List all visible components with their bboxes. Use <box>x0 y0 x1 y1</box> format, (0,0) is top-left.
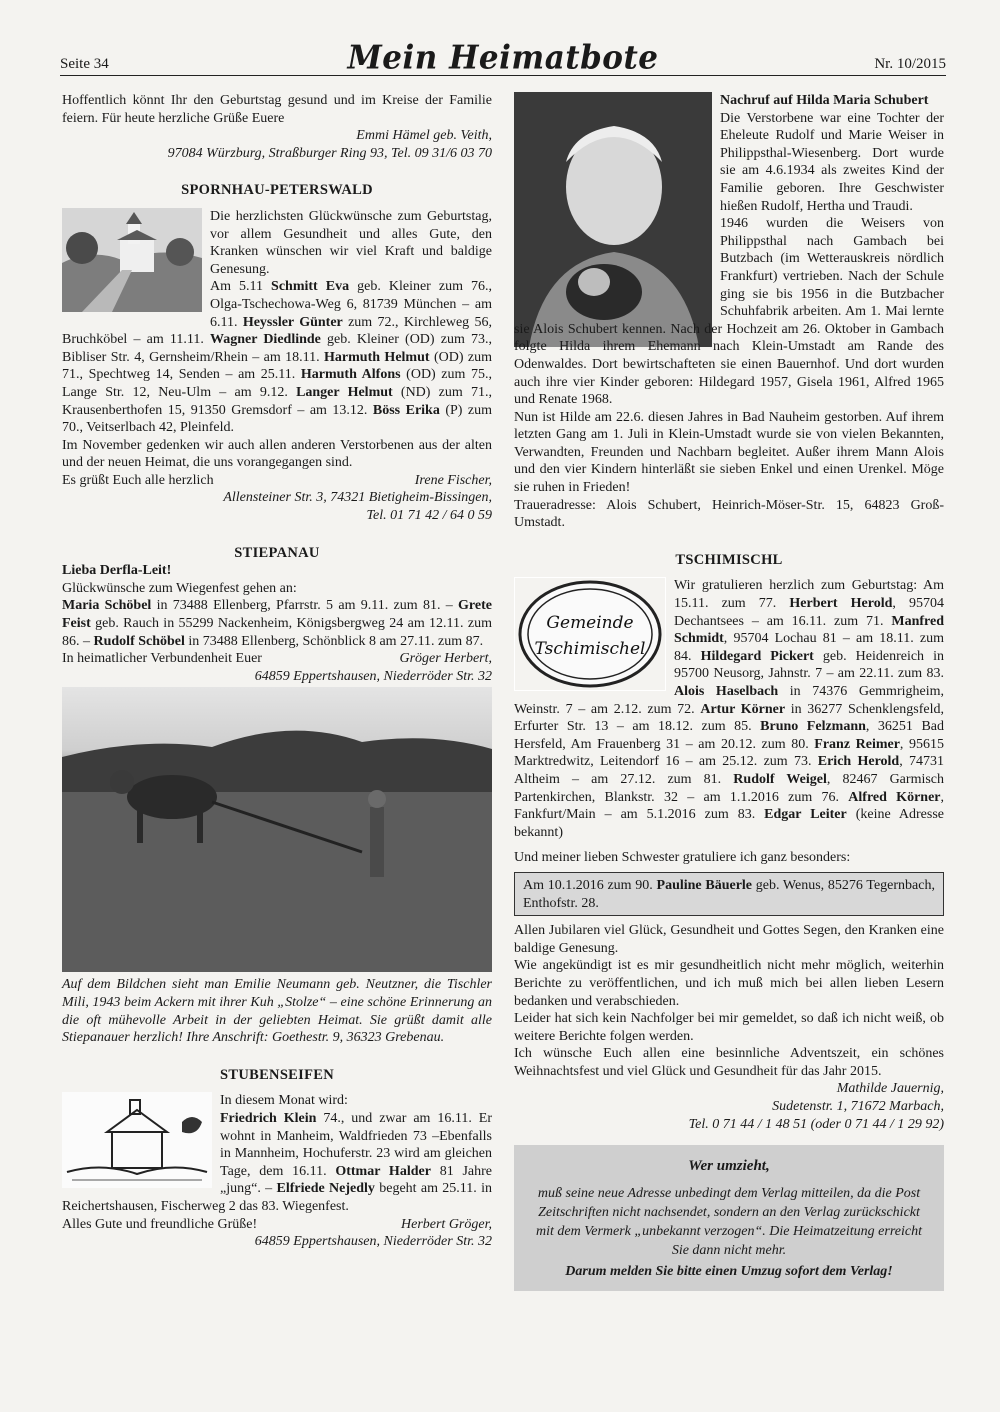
stiepanau-birthdays: Maria Schöbel in 73488 Ellenberg, Pfarrstr. 5 am 9.11. zum 81. – Grete Feist geb. Rauch in 55299 Nackenheim, Königsbergweg 24 am 12.11. zum 86. – Rudolf Schöbel in 73488 Ellenberg, Schönblick 8 am 27.11. zum 87. <box>62 598 492 649</box>
tschimischl-wishes: Allen Jubilaren viel Glück, Gesundheit und Gottes Segen, den Kranken eine baldige Genesung. <box>514 923 944 956</box>
person-name: Alfred Körner <box>848 789 941 805</box>
section-title-stiepanau: STIEPANAU <box>234 544 320 561</box>
intro-signature-name: Emmi Hämel geb. Veith, <box>356 128 492 144</box>
person-name: Erich Herold <box>817 754 900 770</box>
stamp-text-1: Gemeinde <box>546 613 634 634</box>
stiepanau-sign-line: In heimatlicher Verbundenheit Euer Gröger Herbert, <box>62 651 492 667</box>
stubenseifen-intro: In diesem Monat wird: <box>220 1093 348 1109</box>
chapel-sketch <box>62 1092 212 1188</box>
tschimischl-address: Sudetenstr. 1, 71672 Marbach, <box>772 1099 944 1115</box>
stubenseifen-sign-line: Alles Gute und freundliche Grüße! Herbert Gröger, <box>62 1216 492 1232</box>
intro-text: Hoffentlich könnt Ihr den Geburtstag gesund und im Kreise der Familie feiern. Für heute herzliche Grüße Euere <box>62 93 492 126</box>
stubenseifen-birthdays: Friedrich Klein 74., und zwar am 16.11. Er wohnt in Manheim, Waldfrieden 73 –Ebenfalls in Mannheim, Hochuferstr. 23 wird am gleichen Tage, dem 16.11. Ottmar Halder 81 Jahre „jung“. – Elfriede Nejedly begeht am 25.11. in Reichertshausen, Fischerweg 2 das 83. Wiegenfest. <box>62 1110 493 1214</box>
person-name: Rudolf Weigel <box>733 771 827 787</box>
stiepanau-salutation: Lieba Derfla-Leit! <box>62 563 172 579</box>
left-column <box>62 92 492 1251</box>
stiepanau-intro: Glückwünsche zum Wiegenfest gehen an: <box>62 580 297 596</box>
obituary-title: Nachruf auf Hilda Maria Schubert <box>720 93 929 108</box>
person-name: Rudolf Schöbel <box>93 633 185 649</box>
person-name: Schmitt Eva <box>271 279 350 295</box>
person-name: Langer Helmut <box>296 384 393 400</box>
spornhau-greeting: Die herzlichsten Glückwünsche zum Geburtstag, vor allem Gesundheit und alles Gute, den Kranken wünschen wir viel Kraft und baldige Genesung. <box>210 208 492 277</box>
tschimischl-farewell: Wie angekündigt ist es mir gesundheitlich nicht mehr möglich, weiterhin Berichte zu veröffentlichen, und ich muß mich bei allen lieben Lesern bedanken und verabschieden. <box>514 958 944 1009</box>
stubenseifen-address: 64859 Eppertshausen, Niederröder Str. 32 <box>254 1234 492 1250</box>
tschimischl-phone: Tel. 0 71 44 / 1 48 51 (oder 0 71 44 / 1 29 92) <box>688 1116 944 1132</box>
person-name: Harmuth Alfons <box>300 367 401 383</box>
obituary-address: Traueradresse: Alois Schubert, Heinrich-Möser-Str. 15, 64823 Groß-Umstadt. <box>514 497 944 531</box>
plowing-illustration <box>62 687 492 972</box>
spornhau-address: Allensteiner Str. 3, 74321 Bietigheim-Bissingen, <box>223 490 492 506</box>
page-number: Seite 34 <box>60 56 109 72</box>
chapel-sketch-illustration <box>62 1092 212 1188</box>
person-name: Manfred Schmidt <box>674 613 944 647</box>
person-name: Friedrich Klein <box>220 1110 317 1126</box>
notice-call-to-action: Darum melden Sie bitte einen Umzug sofort dem Verlag! <box>565 1264 893 1280</box>
masthead: Mein Heimatbote <box>347 39 659 77</box>
plowing-photo <box>62 687 492 972</box>
tschimischl-successor: Leider hat sich kein Nachfolger bei mir gemeldet, so daß ich nicht weiß, ob weitere Berichte folgen werden. <box>514 1011 944 1044</box>
person-name: Franz Reimer <box>814 736 900 752</box>
person-name: Heyssler Günter <box>242 314 343 330</box>
person-name: Ottmar Halder <box>335 1163 431 1179</box>
person-name: Böss Erika <box>372 402 440 418</box>
person-name: Elfriede Nejedly <box>276 1181 375 1197</box>
obituary-paragraph-2: 1946 wurden die Weisers von Philippsthal nach Gambach bei Butzbach (im Wetterauskreis nördlich Frankfurt) vertrieben. Nach der Schule ging sie bis 1956 in die Butzbacher Schuhfabrik arbeiten. Am 1. Mai lernte sie Alois Schubert kennen. Nach der Hochzeit am 26. Oktober in Gambach folgte Hilda ihrem Ehemann nach Klein-Umstadt am Rande des Odenwaldes. Dort bewirtschafteten sie einen Bauernhof. Und dort wurden auch ihre vier Kinder geboren: Hildegard 1957, Gisela 1961, Alfred 1965 und Renate 1968. <box>514 216 944 408</box>
tschimischl-advent: Ich wünsche Euch allen eine besinnliche Adventszeit, ein schönes Weihnachtsfest und viel Glück und Gesundheit für das Jahr 2015. <box>514 1046 944 1079</box>
stamp-text-2: Tschimischel <box>534 639 646 660</box>
stiepanau-address: 64859 Eppertshausen, Niederröder Str. 32 <box>254 668 492 684</box>
person-name: Edgar Leiter <box>764 807 847 823</box>
person-name: Bruno Felzmann <box>760 719 866 735</box>
person-name: Harmuth Helmut <box>324 349 430 365</box>
sister-intro: Und meiner lieben Schwester gratuliere ich ganz besonders: <box>514 850 851 866</box>
person-name: Maria Schöbel <box>62 598 152 614</box>
highlight-box: Am 10.1.2016 zum 90. Pauline Bäuerle geb. Wenus, 85276 Tegernbach, Enthofstr. 28. <box>514 872 944 916</box>
notice-title: Wer umzieht, <box>688 1158 770 1175</box>
issue-number: Nr. 10/2015 <box>874 56 946 72</box>
intro-signature-address: 97084 Würzburg, Straßburger Ring 93, Tel. 09 31/6 03 70 <box>167 145 492 161</box>
section-title-stubenseifen: STUBENSEIFEN <box>220 1066 334 1083</box>
obituary-body <box>514 215 944 409</box>
tschimischl-birthdays: Wir gratulieren herzlich zum Geburtstag: Am 15.11. zum 77. Herbert Herold, 95704 Dechantsees – am 16.11. zum 71. Manfred Schmidt, 95704 Lochau 81 – am 18.11. zum 84. Hildegard Pickert geb. Heidenreich in 95700 Neusorg, Jahnstr. 7 – am 22.11. zum 83. Alois Haselbach in 74376 Gemmrigheim, Weinstr. 7 – am 2.12. zum 72. Artur Körner in 36277 Schenklengsfeld, Erfurter Str. 13 – am 18.12. zum 85. Bruno Felzmann, 36251 Bad Hersfeld, Am Frauenberg 31 – am 20.12. zum 80. Franz Reimer, 95615 Marktredwitz, Leitendorf 16 – am 25.12. zum 73. Erich Herold, 74731 Altheim – am 27.12. zum 81. Rudolf Weigel, 82467 Garmisch Partenkirchen, Blankstr. 32 – am 1.1.2016 zum 76. Alfred Körner, Fankfurt/Main – am 5.1.2016 zum 83. Edgar Leiter (keine Adresse bekannt) <box>514 578 945 840</box>
spornhau-birthdays: Am 5.11 Schmitt Eva geb. Kleiner zum 76., Olga-Tschechowa-Weg 6, 81739 München – am 6.11. Heyssler Günter zum 72., Kirchleweg 56, Bruchköbel – am 11.11. Wagner Diedlinde geb. Kleiner (OD) zum 73., Bibliser Str. 4, Gernsheim/Rhein – am 18.11. Harmuth Helmut (OD) zum 71., Spechtweg 14, Senden – am 25.11. Harmuth Alfons (OD) zum 75., Lange Str. 12, Neu-Ulm – am 9.12. Langer Helmut (ND) zum 71., Krausenberthofen 15, 91350 Gremsdorf – am 13.12. Böss Erika (P) zum 70., Veitserlbach 42, Pleinfeld. <box>62 279 493 436</box>
header-rule <box>60 75 946 76</box>
stamp-illustration <box>515 578 665 690</box>
tschimischl-signature: Mathilde Jauernig, <box>836 1081 944 1097</box>
spornhau-remembrance: Im November gedenken wir auch allen anderen Verstorbenen aus der alten und der neuen Heimat, die uns vorangegangen sind. <box>62 437 492 471</box>
spornhau-phone: Tel. 01 71 42 / 64 0 59 <box>366 508 492 524</box>
obituary-top <box>720 92 944 215</box>
person-name: Wagner Diedlinde <box>209 332 321 348</box>
church-illustration <box>62 208 202 312</box>
church-photo <box>62 208 202 312</box>
page-header <box>60 39 946 77</box>
person-name: Artur Körner <box>700 701 786 717</box>
person-name: Pauline Bäuerle <box>656 877 753 893</box>
notice-body: muß seine neue Adresse unbedingt dem Verlag mitteilen, da die Post Zeitschriften nicht nachsendet, sondern an den Verlag zurückschickt mit dem Vermerk „unbekannt verzogen“. Die Heimatzeitung erreicht Sie dann nicht mehr. <box>536 1186 922 1259</box>
photo-caption: Auf dem Bildchen sieht man Emilie Neumann geb. Neutzner, die Tischler Mili, 1943 beim Ackern mit ihrer Kuh „Stolze“ – eine schöne Erinnerung an die oft mühevolle Arbeit in der geliebten Heimat. Sie grüßt damit alle Stiepanauer herzlich! Ihre Anschrift: Goethestr. 9, 36323 Grebenau. <box>62 977 492 1046</box>
section-title-tschimischl: TSCHIMISCHL <box>675 551 783 568</box>
section-title-spornhau: SPORNHAU-PETERSWALD <box>181 182 373 199</box>
person-name: Grete Feist <box>62 598 492 632</box>
moving-notice <box>514 1145 944 1291</box>
person-name: Hildegard Pickert <box>700 648 814 664</box>
spornhau-sign-line: Es grüßt Euch alle herzlich Irene Fischer, <box>62 472 492 488</box>
right-column <box>514 92 944 1291</box>
person-name: Alois Haselbach <box>674 684 779 699</box>
municipality-stamp <box>514 577 666 691</box>
obituary-paragraph-1: Die Verstorbene war eine Tochter der Eheleute Rudolf und Marie Weiser in Philippsthal-Wiesenberg. Dort wurde sie am 4.6.1934 als zweites Kind der Familie geboren. Ihre Geschwister hießen Rudolf, Hertha und Traudi. <box>720 110 944 214</box>
person-name: Herbert Herold <box>789 596 893 612</box>
obituary-paragraph-3: Nun ist Hilde am 22.6. diesen Jahres in Bad Nauheim gestorben. Auf ihrem letzten Gang am 1. Juli in Klein-Umstadt wurde sie von vielen Bekannten, Verwandten, Freunden und Nachbarn begleitet. Außer ihrem Mann Alois und den vier Kindern hinterläßt sie sieben Enkel und einen Urenkel. Möge sie ruhen in Frieden! <box>514 409 944 496</box>
